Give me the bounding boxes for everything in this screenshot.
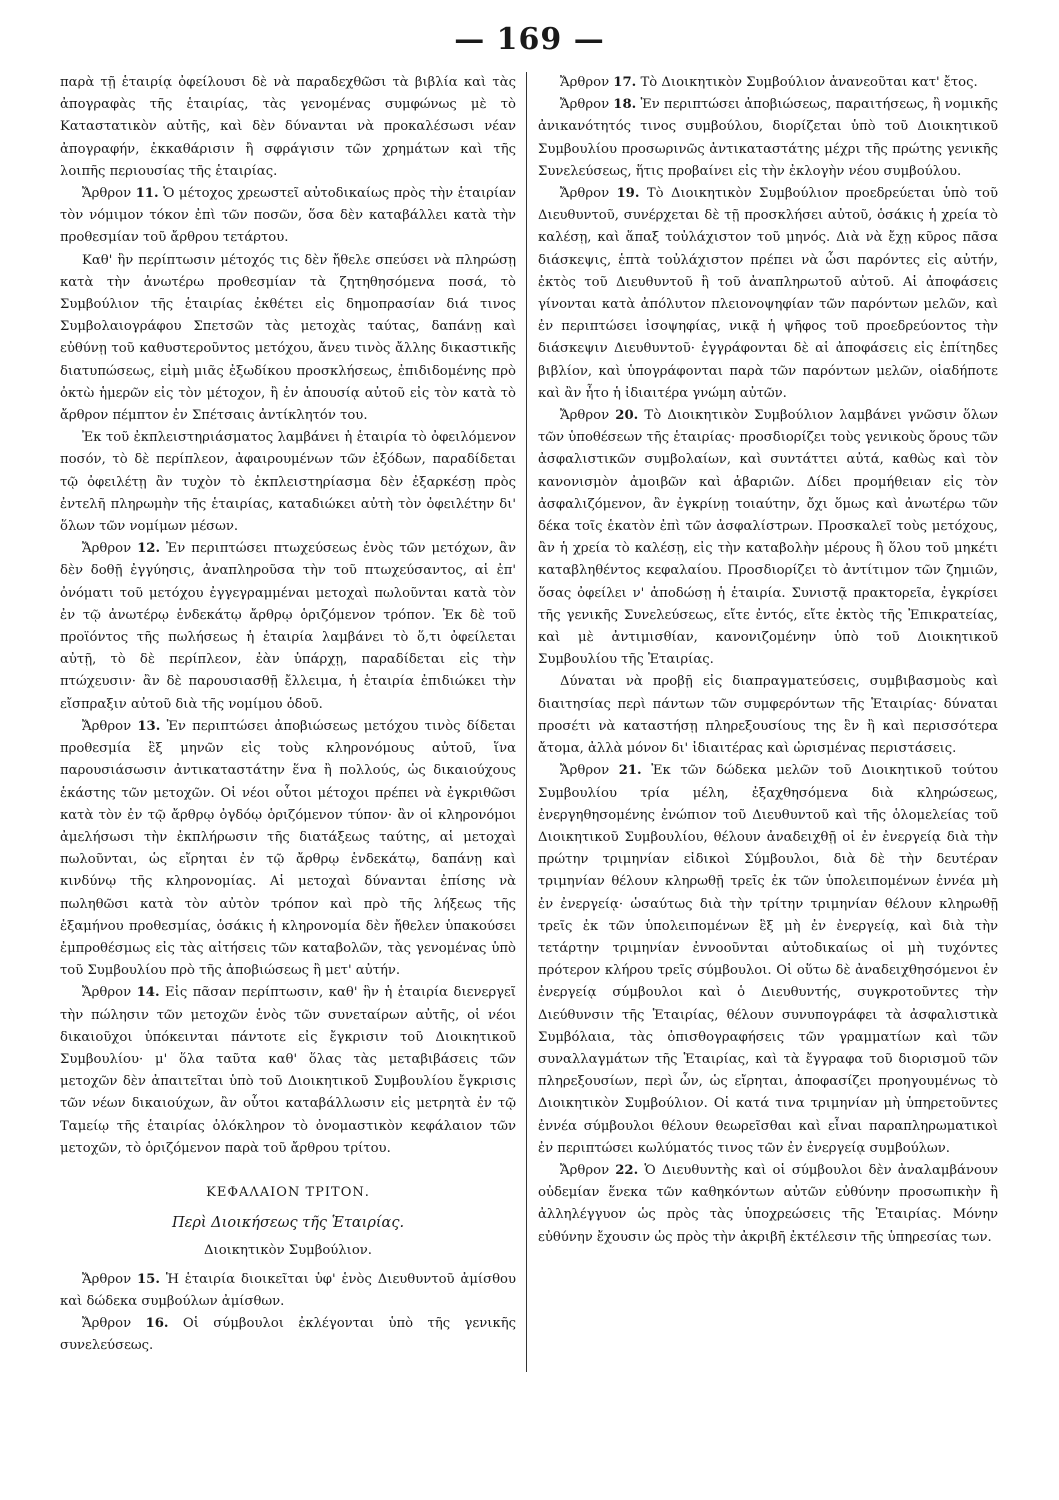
- article-number: 15.: [136, 1271, 160, 1287]
- article-14: [60, 982, 516, 1160]
- article-text: Ὁ Διευθυντὴς καὶ οἱ σύμβουλοι δὲν ἀναλαμβάνουν οὐδεμίαν ἕνεκα τῶν καθηκόντων αὐτῶν εὐθύνην προσωπικὴν ἢ ἀλληλέγγυον ὡς πρὸς τὰς ὑποχρεώσεις τῆς Ἑταιρίας. Μόνην εὐθύνην ἔχουσιν ὡς πρὸς τὴν ἀκριβῆ ἐκτέλεσιν τῆς ὑπηρεσίας των.: [538, 1162, 998, 1245]
- article-number: 20.: [615, 408, 639, 424]
- article-number: 11.: [135, 186, 159, 202]
- column-divider: [526, 72, 527, 1372]
- article-number: 14.: [136, 985, 160, 1001]
- article-label: Ἄρθρον: [560, 97, 610, 113]
- article-text: Ἐν περιπτώσει ἀποβιώσεως μετόχου τινὸς δίδεται προθεσμία ἓξ μηνῶν εἰς τοὺς κληρονόμους αὐτοῦ, ἵνα παρουσιάσωσιν ἀντικαταστάτην ἕνα ἢ πολλούς, ὡς δικαιούχους ἑκάστης τῶν μετοχῶν. Οἱ νέοι οὗτοι μέτοχοι πρέπει νὰ ἐγκριθῶσι κατὰ τὸν ἐν τῷ ἄρθρῳ ὀγδόῳ ὁριζόμενον τύπον· ἂν οἱ κληρονόμοι ἀμελήσωσι τὴν ἐκπλήρωσιν τῆς διατάξεως ταύτης, αἱ μετοχαὶ πωλοῦνται, ὡς εἴρηται ἐν τῷ ἄρθρῳ ἑνδεκάτῳ, δαπάνῃ καὶ κινδύνῳ τῆς κληρονομίας. Αἱ μετοχαὶ δύνανται ἐπίσης νὰ πωληθῶσι κατὰ τὸν αὐτὸν τρόπον καὶ πρὸ τῆς λήξεως τῆς ἑξαμήνου προθεσμίας, ὁσάκις ἡ κληρονομία δὲν ἤθελεν ὑπακούσει ἐμπροθέσμως εἰς τὰς αἰτήσεις τῶν καταβολῶν, τὰς γενομένας ὑπὸ τοῦ Συμβουλίου πρὸ τῆς ἀποβιώσεως ἢ μετ' αὐτήν.: [60, 718, 516, 979]
- article-label: Ἄρθρον: [560, 408, 610, 424]
- article-19: [538, 183, 998, 405]
- article-21: [538, 760, 998, 1160]
- article-number: 13.: [137, 718, 161, 734]
- article-text: Εἰς πᾶσαν περίπτωσιν, καθ' ἣν ἡ ἑταιρία διενεργεῖ τὴν πώλησιν τῶν μετοχῶν ἑνὸς τῶν συνεταίρων αὐτῆς, οἱ νέοι δικαιοῦχοι ὑπόκεινται πάντοτε εἰς ἔγκρισιν τοῦ Διοικητικοῦ Συμβουλίου· μ' ὅλα ταῦτα καθ' ὅλας τὰς μεταβιβάσεις τῶν μετοχῶν δὲν ἀπαιτεῖται ὑπὸ τοῦ Διοικητικοῦ Συμβουλίου ἔγκρισις τῶν νέων δικαιούχων, ἂν οὗτοι καταβάλλωσιν εἰς μετρητὰ ἐν τῷ Ταμείῳ τῆς ἑταιρίας ὁλόκληρον τὸ ὀνομαστικὸν κεφάλαιον τῶν μετοχῶν, τὸ ὁριζόμενον παρὰ τοῦ ἄρθρου τρίτου.: [60, 985, 516, 1156]
- article-number: 12.: [137, 541, 161, 557]
- article-label: Ἄρθρον: [82, 1315, 132, 1331]
- article-22: [538, 1160, 998, 1249]
- article-11: [60, 183, 516, 250]
- article-text: Ἐν περιπτώσει πτωχεύσεως ἑνὸς τῶν μετόχων, ἂν δὲν δοθῇ ἐγγύησις, ἀναπληροῦσα τὴν τοῦ πτωχεύσαντος, αἱ ἐπ' ὀνόματι τοῦ μετόχου ἐγγεγραμμέναι μετοχαὶ πωλοῦνται κατὰ τὸν ἐν τῷ ἀνωτέρῳ ἑνδεκάτῳ ἄρθρῳ ὁριζόμενον τρόπον. Ἐκ δὲ τοῦ προϊόντος τῆς πωλήσεως ἡ ἑταιρία λαμβάνει τὸ ὅ,τι ὀφείλεται αὐτῇ, τὸ δὲ περίπλεον, ἐὰν ὑπάρχῃ, παραδίδεται εἰς τὴν πτώχευσιν· ἂν δὲ παρουσιασθῇ ἔλλειμα, ἡ ἑταιρία ἐπιδιώκει τὴν εἴσπραξιν αὐτοῦ διὰ τῆς νομίμου ὁδοῦ.: [60, 541, 516, 712]
- paragraph-continuation: παρὰ τῇ ἑταιρίᾳ ὀφείλουσι δὲ νὰ παραδεχθῶσι τὰ βιβλία καὶ τὰς ἀπογραφὰς τῆς ἑταιρίας, τὰς γενομένας συμφώνως μὲ τὸ Καταστατικὸν αὐτῆς, καὶ δὲν δύνανται νὰ προκαλέσωσι νέαν ἀπογραφήν, ἐκκαθάρισιν ἢ σφράγισιν τῶν χρημάτων καὶ τῆς λοιπῆς περιουσίας τῆς ἑταιρίας.: [60, 75, 516, 179]
- section-title: Διοικητικὸν Συμβούλιον.: [204, 1243, 372, 1259]
- article-number: 17.: [613, 75, 637, 90]
- article-label: Ἄρθρον: [560, 186, 610, 202]
- article-label: Ἄρθρον: [82, 718, 132, 734]
- article-text: Τὸ Διοικητικὸν Συμβούλιον λαμβάνει γνῶσιν ὅλων τῶν ὑποθέσεων τῆς ἑταιρίας· προσδιορίζει τοὺς γενικοὺς ὅρους τῶν ἀσφαλιστικῶν συμβολαίων, καὶ συντάττει αὐτά, καθὼς καὶ τὸν κανονισμὸν ἀμοιβῶν καὶ ἀβαριῶν. Δίδει προμήθειαν εἰς τὸν ἀσφαλιζόμενον, ἂν ἐγκρίνῃ τοιαύτην, ὄχι ὅμως καὶ ἀνωτέρω τῶν δέκα τοῖς ἑκατὸν ἐπὶ τῶν ἀσφαλίστρων. Προσκαλεῖ τοὺς μετόχους, ἂν ἡ χρεία τὸ καλέσῃ, εἰς τὴν καταβολὴν μέρους ἢ ὅλου τοῦ μηκέτι καταβληθέντος κεφαλαίου. Προσδιορίζει τὸ ἀντίτιμον τῶν ζημιῶν, ὅσας ὀφείλει ν' ἀποδώσῃ ἡ ἑταιρία. Συνιστᾷ πρακτορεῖα, ἐγκρίσει τῆς γενικῆς Συνελεύσεως, εἴτε ἐντός, εἴτε ἐκτὸς τῆς Ἐπικρατείας, καὶ μὲ ἀντιμισθίαν, κανονιζομένην ὑπὸ τοῦ Διοικητικοῦ Συμβουλίου τῆς Ἑταιρίας.: [538, 408, 998, 668]
- article-text: Τὸ Διοικητικὸν Συμβούλιον ἀνανεοῦται κατ' ἔτος.: [640, 75, 978, 90]
- article-13: [60, 716, 516, 982]
- article-11-paragraph-3: Ἐκ τοῦ ἐκπλειστηριάσματος λαμβάνει ἡ ἑταιρία τὸ ὀφειλόμενον ποσόν, τὸ δὲ περίπλεον, ἀφαιρουμένων τῶν ἐξόδων, παραδίδεται τῷ ὀφειλέτῃ ἂν τυχὸν τὸ ἐκπλειστηρίασμα δὲν ἐξαρκέσῃ πρὸς ἐντελῆ πληρωμὴν τῆς ἑταιρίας, καταδιώκει αὐτὴ τὸν ὀφειλέτην δι' ὅλων τῶν νομίμων μέσων.: [60, 430, 516, 535]
- article-12: [60, 538, 516, 716]
- article-label: Ἄρθρον: [82, 985, 132, 1001]
- article-label: Ἄρθρον: [82, 186, 132, 202]
- article-20: [538, 405, 998, 671]
- article-text: Ἐν περιπτώσει ἀποβιώσεως, παραιτήσεως, ἢ νομικῆς ἀνικανότητός τινος συμβούλου, διορίζεται ὑπὸ τοῦ Διοικητικοῦ Συμβουλίου προσωρινῶς ἀντικαταστάτης μέχρι τῆς πρώτης γενικῆς Συνελεύσεως, ἥτις προβαίνει εἰς τὴν ἐκλογὴν νέου συμβούλου.: [538, 97, 998, 179]
- article-label: Ἄρθρον: [560, 763, 610, 779]
- article-text: Ἡ ἑταιρία διοικεῖται ὑφ' ἑνὸς Διευθυντοῦ ἀμίσθου καὶ δώδεκα συμβούλων ἀμίσθων.: [60, 1271, 516, 1309]
- article-number: 18.: [613, 97, 637, 113]
- article-text: Οἱ σύμβουλοι ἐκλέγονται ὑπὸ τῆς γενικῆς συνελεύσεως.: [60, 1315, 516, 1354]
- article-20-paragraph-2: Δύναται νὰ προβῇ εἰς διαπραγματεύσεις, συμβιβασμοὺς καὶ διαιτησίας περὶ πάντων τῶν συμφερόντων τῆς Ἑταιρίας· δύναται προσέτι νὰ καταστήσῃ πληρεξουσίους της ἓν ἢ καὶ περισσότερα ἄτομα, ἀλλὰ μόνον δι' ἰδιαιτέρας καὶ ὡρισμένας περιστάσεις.: [538, 674, 998, 757]
- article-16: [60, 1313, 516, 1357]
- article-number: 19.: [616, 186, 640, 202]
- article-number: 22.: [615, 1162, 639, 1178]
- page-number: — 169 —: [454, 22, 605, 57]
- article-label: Ἄρθρον: [82, 541, 132, 557]
- article-number: 21.: [618, 763, 642, 779]
- article-label: Ἄρθρον: [560, 1162, 610, 1178]
- chapter-heading: ΚΕΦΑΛΑΙΟΝ ΤΡΙΤΟΝ.: [206, 1184, 370, 1200]
- right-column: [538, 72, 998, 1249]
- article-number: 16.: [145, 1315, 169, 1331]
- article-11-paragraph-2: Καθ' ἣν περίπτωσιν μέτοχός τις δὲν ἤθελε σπεύσει νὰ πληρώσῃ κατὰ τὴν ἀνωτέρω προθεσμίαν τὰ ζητηθησόμενα ποσά, τὸ Συμβούλιον τῆς ἑταιρίας ἐκθέτει εἰς δημοπρασίαν διά τινος Συμβολαιογράφου Σπετσῶν τὰς μετοχὰς ταύτας, δαπάνῃ καὶ εὐθύνῃ τοῦ καθυστεροῦντος μετόχου, ἄνευ τινὸς ἄλλης δικαστικῆς διατυπώσεως, εἰμὴ μιᾶς ἐξωδίκου προσκλήσεως, ἐπιδιδομένης πρὸ ὀκτὼ ἡμερῶν εἰς τὸν μέτοχον, ἢ ἐν ἀπουσίᾳ αὐτοῦ εἰς τὸν κατὰ τὸ ἄρθρον πέμπτον ἐν Σπέτσαις ἀντίκλητόν του.: [60, 252, 516, 424]
- article-label: Ἄρθρον: [82, 1271, 132, 1287]
- article-15: [60, 1269, 516, 1313]
- article-text: Ὁ μέτοχος χρεωστεῖ αὐτοδικαίως πρὸς τὴν ἑταιρίαν τὸν νόμιμον τόκον ἐπὶ τῶν ποσῶν, ὅσα δὲν καταβάλλει κατὰ τὴν προθεσμίαν τοῦ ἄρθρου τετάρτου.: [60, 186, 516, 246]
- article-label: Ἄρθρον: [560, 75, 610, 90]
- article-18: [538, 94, 998, 183]
- article-text: Τὸ Διοικητικὸν Συμβούλιον προεδρεύεται ὑπὸ τοῦ Διευθυντοῦ, συνέρχεται δὲ τῇ προσκλήσει αὐτοῦ, ὁσάκις ἡ χρεία τὸ καλέσῃ, καὶ ἅπαξ τοὐλάχιστον τοῦ μηνός. Διὰ νὰ ἔχῃ κῦρος πᾶσα διάσκεψις, ἑπτὰ τοὐλάχιστον πρέπει νὰ ὦσι παρόντες εἰς αὐτήν, ἐκτὸς τοῦ Διευθυντοῦ ἢ τοῦ ἀναπληρωτοῦ αὐτοῦ. Αἱ ἀποφάσεις γίνονται κατὰ ἀπόλυτον πλειονοψηφίαν τῶν παρόντων μελῶν, καὶ ἐν περιπτώσει ἰσοψηφίας, νικᾷ ἡ ψῆφος τοῦ προεδρεύοντος τὴν διάσκεψιν Διευθυντοῦ· ἐγγράφονται δὲ αἱ ἀποφάσεις εἰς ἐπίτηδες βιβλίον, καὶ ὑπογράφονται παρὰ τῶν παρόντων μελῶν, οἱαδήποτε καὶ ἂν ἦτο ἡ ἰδιαιτέρα γνώμη αὐτῶν.: [538, 186, 998, 401]
- left-column: [60, 72, 516, 1357]
- article-text: Ἐκ τῶν δώδεκα μελῶν τοῦ Διοικητικοῦ τούτου Συμβουλίου τρία μέλη, ἐξαχθησόμενα διὰ κληρώσεως, ἐνεργηθησομένης ἐνώπιον τοῦ Διευθυντοῦ καὶ τῆς ὁλομελείας τοῦ Διοικητικοῦ Συμβουλίου, θέλουν ἀναδειχθῇ οἱ ἐν ἐνεργείᾳ διὰ τὴν πρώτην τριμηνίαν εἰδικοὶ Σύμβουλοι, διὰ δὲ τὴν δευτέραν τριμηνίαν θέλουν κληρωθῇ τρεῖς ἐκ τῶν ὑπολειπομένων ἐννέα μὴ ἐν ἐνεργείᾳ· ὡσαύτως διὰ τὴν τρίτην τριμηνίαν θέλουν κληρωθῇ τρεῖς ἐκ τῶν ὑπολειπομένων ἓξ μὴ ἐν ἐνεργείᾳ, καὶ διὰ τὴν τετάρτην τριμηνίαν ἐννοοῦνται αὐτοδικαίως οἱ μὴ τυχόντες πρότερον κλήρου τρεῖς σύμβουλοι. Οἱ οὕτω δὲ ἀναδειχθησόμενοι ἐν ἐνεργείᾳ σύμβουλοι καὶ ὁ Διευθυντής, συγκροτοῦντες τὴν Διεύθυνσιν τῆς Ἑταιρίας, θέλουν συνυπογράφει τὰ ἀσφαλιστικὰ Συμβόλαια, τὰς ὀπισθογραφήσεις τῶν γραμματίων καὶ τῶν συναλλαγμάτων τῆς Ἑταιρίας, καὶ τὰ ἔγγραφα τοῦ διορισμοῦ τῶν πληρεξουσίων, περὶ ὧν, ὡς εἴρηται, ἀποφασίζει προηγουμένως τὸ Διοικητικὸν Συμβούλιον. Οἱ κατά τινα τριμηνίαν μὴ ὑπηρετοῦντες ἐννέα σύμβουλοι θέλουν θεωρεῖσθαι καὶ εἶναι παραπληρωματικοὶ ἐν περιπτώσει κωλύματός τινος τῶν ἐν ἐνεργείᾳ συμβούλων.: [538, 763, 998, 1156]
- article-17: [538, 72, 998, 94]
- chapter-subtitle: Περὶ Διοικήσεως τῆς Ἑταιρίας.: [171, 1215, 405, 1232]
